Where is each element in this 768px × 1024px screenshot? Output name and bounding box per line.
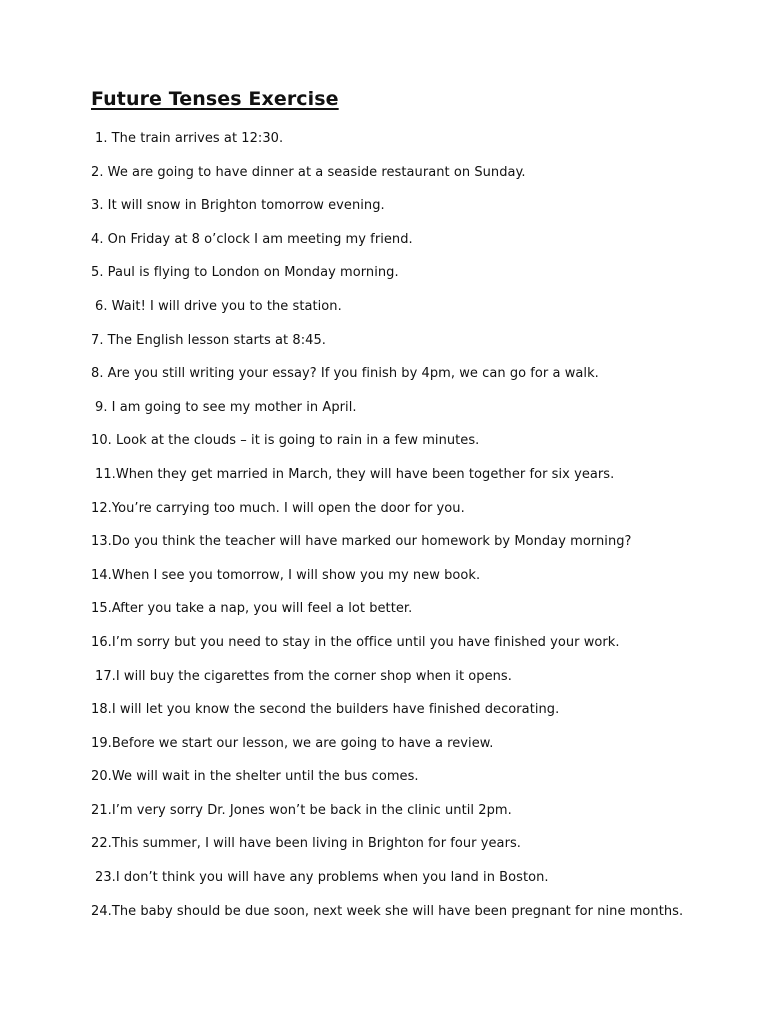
exercise-sentence: 7. The English lesson starts at 8:45.	[91, 332, 326, 348]
exercise-sentence: 21.I’m very sorry Dr. Jones won’t be back in the clinic until 2pm.	[91, 802, 512, 818]
exercise-sentence: 4. On Friday at 8 o’clock I am meeting my friend.	[91, 231, 413, 247]
exercise-sentence: 10. Look at the clouds – it is going to rain in a few minutes.	[91, 433, 480, 449]
exercise-sentence: 3. It will snow in Brighton tomorrow evening.	[91, 198, 385, 214]
exercise-sentence: 23.I don’t think you will have any problems when you land in Boston.	[95, 870, 549, 886]
page-title: Future Tenses Exercise	[91, 88, 339, 110]
exercise-sentence: 11.When they get married in March, they will have been together for six years.	[95, 466, 615, 482]
exercise-sentence: 17.I will buy the cigarettes from the corner shop when it opens.	[95, 668, 512, 684]
exercise-sentence: 16.I’m sorry but you need to stay in the office until you have finished your work.	[91, 634, 620, 650]
exercise-sentence: 22.This summer, I will have been living in Brighton for four years.	[91, 836, 521, 852]
exercise-sentence: 13.Do you think the teacher will have marked our homework by Monday morning?	[91, 534, 632, 550]
exercise-sentence: 19.Before we start our lesson, we are going to have a review.	[91, 735, 494, 751]
exercise-sentence: 9. I am going to see my mother in April.	[95, 399, 357, 415]
exercise-sentence: 24.The baby should be due soon, next week she will have been pregnant for nine months.	[91, 903, 684, 919]
exercise-sentence: 14.When I see you tomorrow, I will show you my new book.	[91, 567, 481, 583]
exercise-sentence: 18.I will let you know the second the builders have finished decorating.	[91, 702, 560, 718]
exercise-sentence: 6. Wait! I will drive you to the station.	[95, 298, 342, 314]
exercise-sentence: 2. We are going to have dinner at a seaside restaurant on Sunday.	[91, 164, 526, 180]
exercise-sentence: 5. Paul is flying to London on Monday morning.	[91, 265, 399, 281]
exercise-list	[91, 129, 751, 935]
exercise-sentence: 12.You’re carrying too much. I will open the door for you.	[91, 500, 465, 516]
exercise-sentence: 20.We will wait in the shelter until the bus comes.	[91, 769, 419, 785]
exercise-sentence: 1. The train arrives at 12:30.	[95, 131, 284, 146]
exercise-sentence: 15.After you take a nap, you will feel a lot better.	[91, 601, 413, 617]
exercise-sentence: 8. Are you still writing your essay? If you finish by 4pm, we can go for a walk.	[91, 366, 599, 382]
